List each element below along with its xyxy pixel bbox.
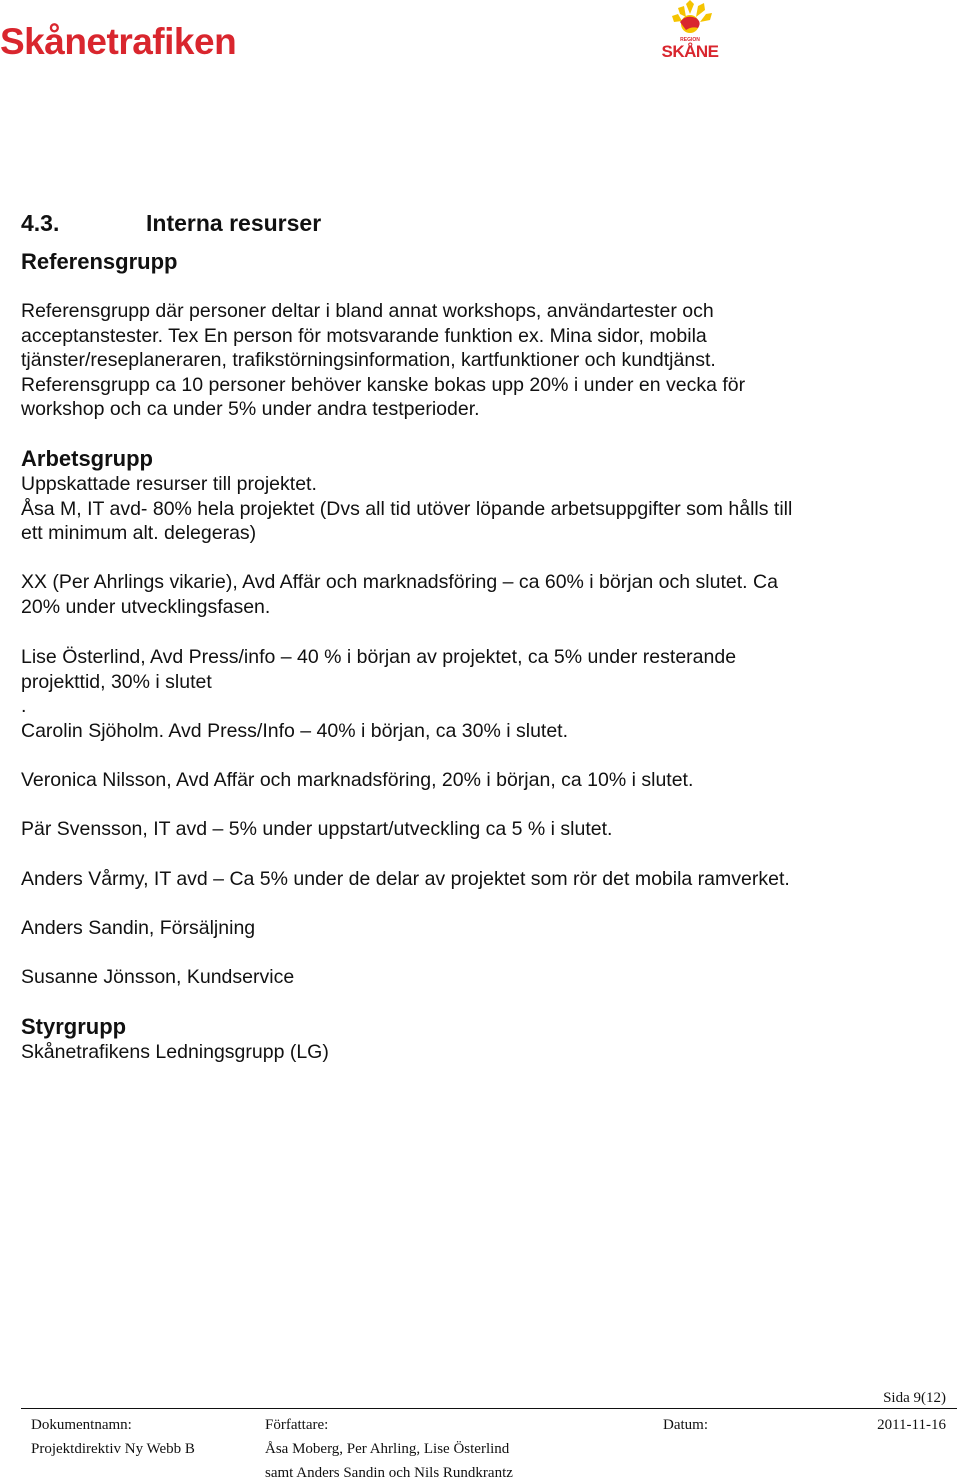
par-paragraph bbox=[21, 817, 941, 842]
author-label: Författare: bbox=[265, 1417, 329, 1433]
footer-divider bbox=[21, 1408, 957, 1409]
text-line: XX (Per Ahrlings vikarie), Avd Affär och marknadsföring – ca 60% i början och slutet. Ca bbox=[21, 571, 778, 593]
author-value-line2: samt Anders Sandin och Nils Rundkrantz bbox=[265, 1465, 513, 1481]
skanetrafiken-logo: Skånetrafiken bbox=[0, 21, 237, 62]
region-skane-logo bbox=[656, 0, 730, 62]
text-line: 20% under utvecklingsfasen. bbox=[21, 595, 271, 618]
arbetsgrupp-heading: Arbetsgrupp bbox=[21, 446, 153, 471]
xx-paragraph bbox=[21, 570, 941, 619]
susanne-paragraph bbox=[21, 965, 941, 990]
page-number: Sida 9(12) bbox=[883, 1390, 946, 1406]
text-line: Åsa M, IT avd- 80% hela projektet (Dvs all tid utöver löpande arbetsuppgifter som hålls till bbox=[21, 497, 793, 520]
region-label: REGION bbox=[680, 37, 700, 43]
anders-s-paragraph bbox=[21, 916, 941, 941]
arbetsgrupp-intro bbox=[21, 472, 941, 546]
text-line: Veronica Nilsson, Avd Affär och marknadsföring, 20% i början, ca 10% i slutet. bbox=[21, 769, 694, 791]
date-label: Datum: bbox=[663, 1417, 708, 1433]
text-line: Pär Svensson, IT avd – 5% under uppstart/utveckling ca 5 % i slutet. bbox=[21, 818, 613, 840]
text-line: Referensgrupp där personer deltar i bland annat workshops, användartester och bbox=[21, 300, 714, 322]
author-value-line1: Åsa Moberg, Per Ahrling, Lise Österlind bbox=[265, 1441, 510, 1457]
text-line: . bbox=[21, 695, 27, 717]
text-line: workshop och ca under 5% under andra testperioder. bbox=[21, 398, 480, 420]
text-line: tjänster/reseplaneraren, trafikstörningsinformation, kartfunktioner och kundtjänst. bbox=[21, 349, 716, 371]
section-title: Interna resurser bbox=[146, 210, 322, 236]
styrgrupp-heading: Styrgrupp bbox=[21, 1014, 127, 1039]
date-value: 2011-11-16 bbox=[877, 1417, 946, 1433]
text-line: Referensgrupp ca 10 personer behöver kanske bokas upp 20% i under en vecka för bbox=[21, 373, 746, 396]
doc-name-value: Projektdirektiv Ny Webb B bbox=[31, 1441, 195, 1457]
lise-paragraph bbox=[21, 645, 941, 743]
text-line: Skånetrafikens Ledningsgrupp (LG) bbox=[21, 1041, 329, 1063]
text-line: Uppskattade resurser till projektet. bbox=[21, 473, 317, 495]
text-line: Lise Österlind, Avd Press/info – 40 % i början av projektet, ca 5% under resterande bbox=[21, 646, 737, 668]
text-line: Carolin Sjöholm. Avd Press/Info – 40% i början, ca 30% i slutet. bbox=[21, 719, 569, 742]
text-line: Anders Sandin, Försäljning bbox=[21, 917, 256, 939]
text-line: ett minimum alt. delegeras) bbox=[21, 522, 257, 544]
veronica-paragraph bbox=[21, 768, 941, 793]
skane-label: SKÅNE bbox=[661, 42, 719, 61]
referensgrupp-paragraph bbox=[21, 299, 941, 422]
doc-name-label: Dokumentnamn: bbox=[31, 1417, 132, 1433]
anders-v-paragraph bbox=[21, 867, 941, 892]
referensgrupp-heading: Referensgrupp bbox=[21, 249, 178, 274]
text-line: acceptanstester. Tex En person för motsvarande funktion ex. Mina sidor, mobila bbox=[21, 324, 707, 347]
text-line: Anders Vårmy, IT avd – Ca 5% under de delar av projektet som rör det mobila ramverket. bbox=[21, 868, 790, 890]
region-skane-griffin-icon bbox=[656, 0, 730, 62]
styrgrupp-paragraph bbox=[21, 1040, 941, 1065]
text-line: projekttid, 30% i slutet bbox=[21, 670, 212, 693]
section-number: 4.3. bbox=[21, 210, 60, 236]
text-line: Susanne Jönsson, Kundservice bbox=[21, 966, 295, 988]
